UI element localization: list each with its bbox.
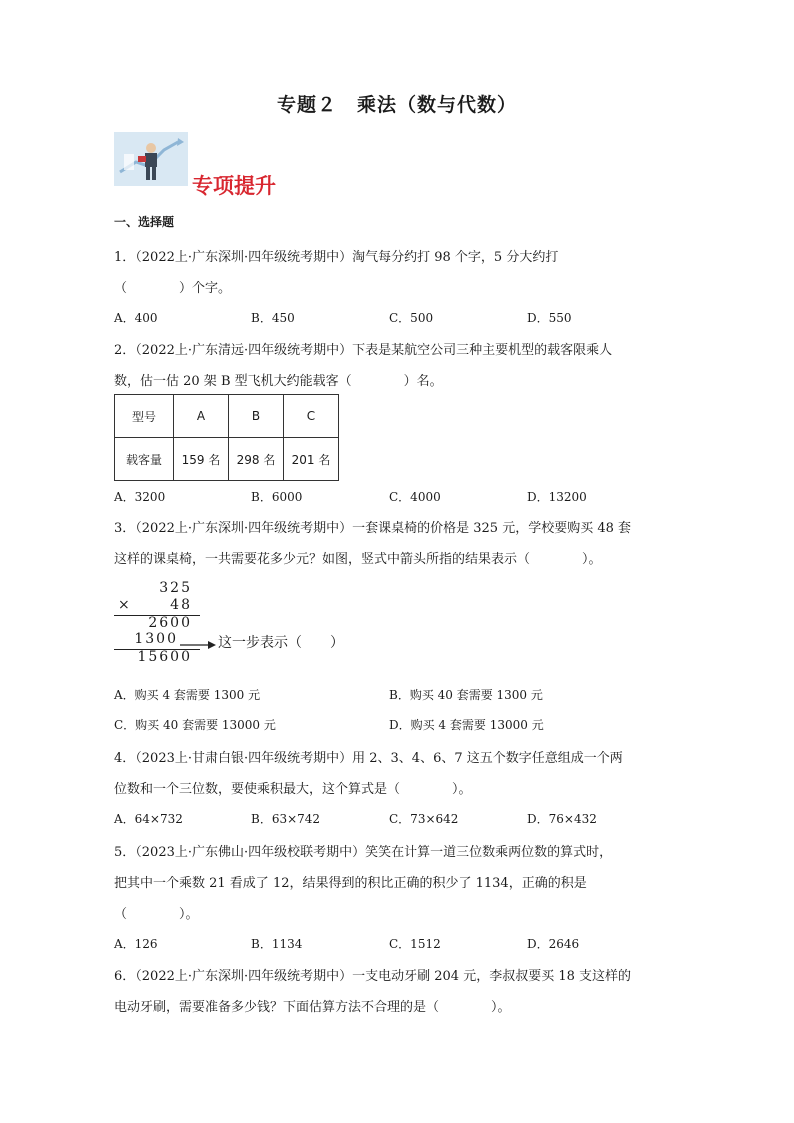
calc-multiplier: 48: [170, 597, 192, 613]
question-2-option-d: D．13200: [527, 490, 587, 504]
table-cell: 载客量: [115, 438, 174, 481]
chart-rising-person-icon: [114, 132, 188, 186]
page-title: 专题２ 乘法（数与代数）: [276, 94, 517, 116]
question-1-option-b: B．450: [251, 311, 295, 325]
question-1-line-1: 1．（2022上·广东深圳·四年级统考期中）淘气每分约打 98 个字，5 分大约打: [114, 250, 559, 265]
table-row: [115, 395, 339, 438]
question-5-option-c: C．1512: [389, 937, 441, 951]
question-3-option-b: B．购买 40 套需要 1300 元: [389, 688, 543, 702]
question-2-line-2: 数，估一估 20 架 B 型飞机大约能载客（ ）名。: [114, 374, 443, 389]
calc-multiplicand: 325: [159, 580, 192, 596]
question-6-line-1: 6．（2022上·广东深圳·四年级统考期中）一支电动牙刷 204 元，李叔叔要买 18 支这样的: [114, 969, 632, 984]
section-title: 一、选择题: [114, 215, 175, 229]
question-4-option-c: C．73×642: [389, 812, 459, 826]
table-row: [115, 438, 339, 481]
question-6-line-2: 电动牙刷，需要准备多少钱？下面估算方法不合理的是（ ）。: [114, 1000, 511, 1015]
question-2-option-a: A．3200: [114, 490, 166, 504]
question-1-option-a: A．400: [114, 311, 158, 325]
question-5-option-d: D．2646: [527, 937, 580, 951]
question-1-option-d: D．550: [527, 311, 572, 325]
calc-product: 15600: [137, 649, 192, 665]
question-5-line-2: 把其中一个乘数 21 看成了 12，结果得到的积比正确的积少了 1134，正确的积是: [114, 876, 587, 891]
arrow-right-icon: [180, 636, 216, 655]
question-4-line-2: 位数和一个三位数，要使乘积最大，这个算式是（ ）。: [114, 782, 472, 797]
calc-times-sign: ×: [118, 597, 132, 613]
banner-label: 专项提升: [192, 173, 276, 198]
question-5-line-3: （ ）。: [114, 907, 199, 922]
table-cell: C: [284, 395, 339, 438]
question-3-option-a: A．购买 4 套需要 1300 元: [114, 688, 261, 702]
question-2-option-b: B．6000: [251, 490, 303, 504]
question-4-option-d: D．76×432: [527, 812, 597, 826]
table-cell: 159 名: [174, 438, 229, 481]
aircraft-table: [114, 394, 339, 481]
calc-annotation: 这一步表示（ ）: [218, 635, 344, 651]
table-cell: 型号: [115, 395, 174, 438]
question-3-line-2: 这样的课桌椅，一共需要花多少元？如图，竖式中箭头所指的结果表示（ ）。: [114, 552, 602, 567]
question-5-option-b: B．1134: [251, 937, 303, 951]
question-1-option-c: C．500: [389, 311, 434, 325]
question-2-line-1: 2．（2022上·广东清远·四年级统考期中）下表是某航空公司三种主要机型的载客限乘人: [114, 343, 613, 358]
question-4-line-1: 4．（2023上·甘肃白银·四年级统考期中）用 2、3、4、6、7 这五个数字任意组成一个两: [114, 751, 623, 766]
table-cell: B: [229, 395, 284, 438]
question-5-option-a: A．126: [114, 937, 158, 951]
calc-partial-1: 2600: [148, 615, 192, 631]
calc-partial-2: 1300: [134, 631, 178, 647]
question-5-line-1: 5．（2023上·广东佛山·四年级校联考期中）笑笑在计算一道三位数乘两位数的算式时，: [114, 845, 613, 860]
question-3-option-c: C．购买 40 套需要 13000 元: [114, 718, 276, 732]
table-cell: 201 名: [284, 438, 339, 481]
table-cell: 298 名: [229, 438, 284, 481]
question-4-option-a: A．64×732: [114, 812, 183, 826]
question-3-line-1: 3．（2022上·广东深圳·四年级统考期中）一套课桌椅的价格是 325 元，学校要购买 48 套: [114, 521, 632, 536]
table-cell: A: [174, 395, 229, 438]
question-1-line-2: （ ）个字。: [114, 281, 232, 296]
question-3-option-d: D．购买 4 套需要 13000 元: [389, 718, 544, 732]
question-2-option-c: C．4000: [389, 490, 441, 504]
question-4-option-b: B．63×742: [251, 812, 321, 826]
